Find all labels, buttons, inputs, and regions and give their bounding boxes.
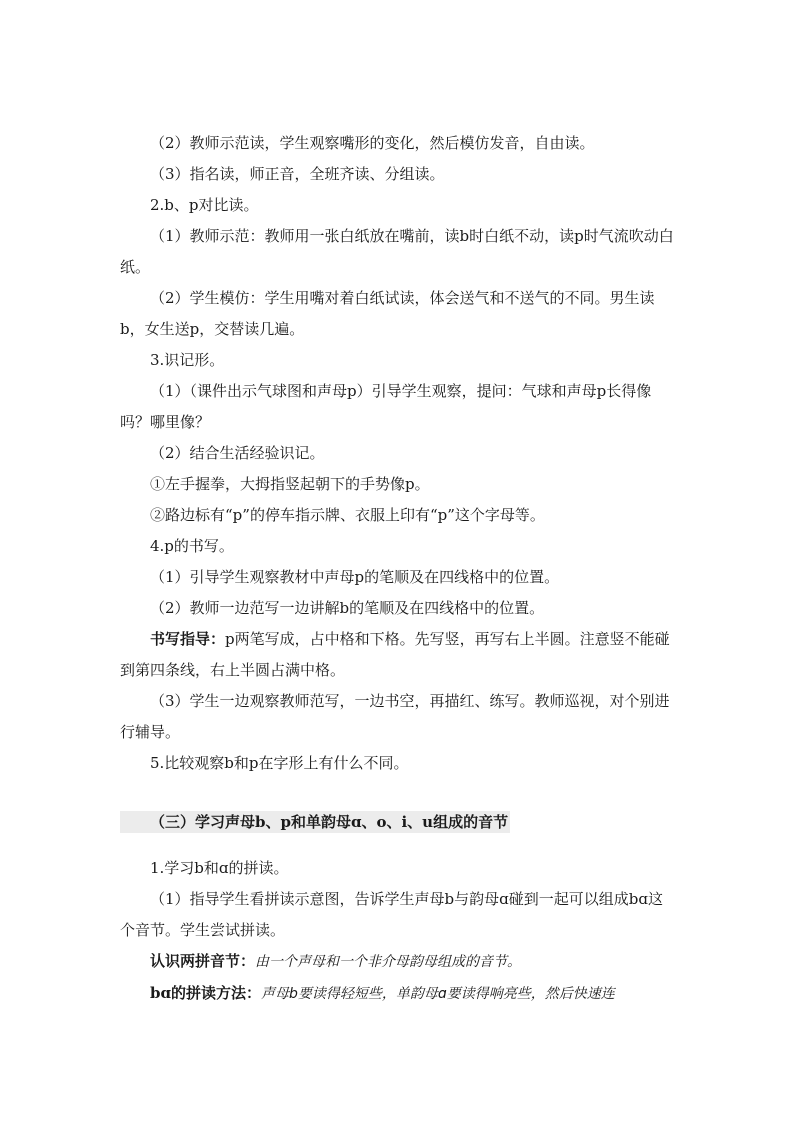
paragraph: （1）教师示范：教师用一张白纸放在嘴前，读b时白纸不动，读p时气流吹动白纸。 (120, 227, 674, 276)
definition-label: 认识两拼音节： (150, 952, 256, 970)
paragraph: ②路边标有“p”的停车指示牌、衣服上印有“p”这个字母等。 (150, 506, 545, 524)
definition-paragraph (120, 946, 676, 978)
document-page (120, 128, 676, 1010)
method-paragraph (120, 978, 676, 1010)
paragraph: （2）学生模仿：学生用嘴对着白纸试读，体会送气和不送气的不同。男生读b，女生送p，交替读几遍。 (120, 289, 655, 338)
paragraph: （3）学生一边观察教师范写，一边书空，再描红、练写。教师巡视，对个别进行辅导。 (120, 692, 670, 741)
method-label: bɑ的拼读方法： (150, 984, 261, 1002)
writing-guide-paragraph (120, 624, 676, 686)
subheading: 5.比较观察b和p在字形上有什么不同。 (150, 754, 409, 772)
section-heading (120, 807, 676, 838)
paragraph: （2）教师一边范写一边讲解b的笔顺及在四线格中的位置。 (150, 599, 545, 617)
paragraph: （2）结合生活经验识记。 (150, 444, 325, 462)
subheading: 1.学习b和ɑ的拼读。 (150, 859, 289, 877)
definition-text: 由一个声母和一个非介母韵母组成的音节。 (255, 954, 522, 970)
subheading: 4.p的书写。 (150, 537, 234, 555)
paragraph: （2）教师示范读，学生观察嘴形的变化，然后模仿发音，自由读。 (150, 134, 595, 152)
paragraph: （1）引导学生观察教材中声母p的笔顺及在四线格中的位置。 (150, 568, 560, 586)
paragraph: （1）指导学生看拼读示意图，告诉学生声母b与韵母ɑ碰到一起可以组成bɑ这个音节。学生尝试拼读。 (120, 890, 663, 939)
subheading: 2.b、p对比读。 (150, 196, 259, 214)
subheading: 3.识记形。 (150, 351, 225, 369)
method-text: 声母b要读得轻短些，单韵母ɑ要读得响亮些，然后快速连 (260, 986, 615, 1002)
paragraph: ①左手握拳，大拇指竖起朝下的手势像p。 (150, 475, 430, 493)
writing-guide-label: 书写指导： (150, 630, 226, 648)
paragraph: （3）指名读，师正音，全班齐读、分组读。 (150, 165, 445, 183)
section-heading-text: （三）学习声母b、p和单韵母ɑ、o、i、u组成的音节 (120, 811, 510, 833)
paragraph: （1）（课件出示气球图和声母p）引导学生观察，提问：气球和声母p长得像吗？哪里像？ (120, 382, 652, 431)
writing-guide-text: p两笔写成，占中格和下格。先写竖，再写右上半圆。注意竖不能碰到第四条线，右上半圆占满中格。 (120, 630, 670, 679)
